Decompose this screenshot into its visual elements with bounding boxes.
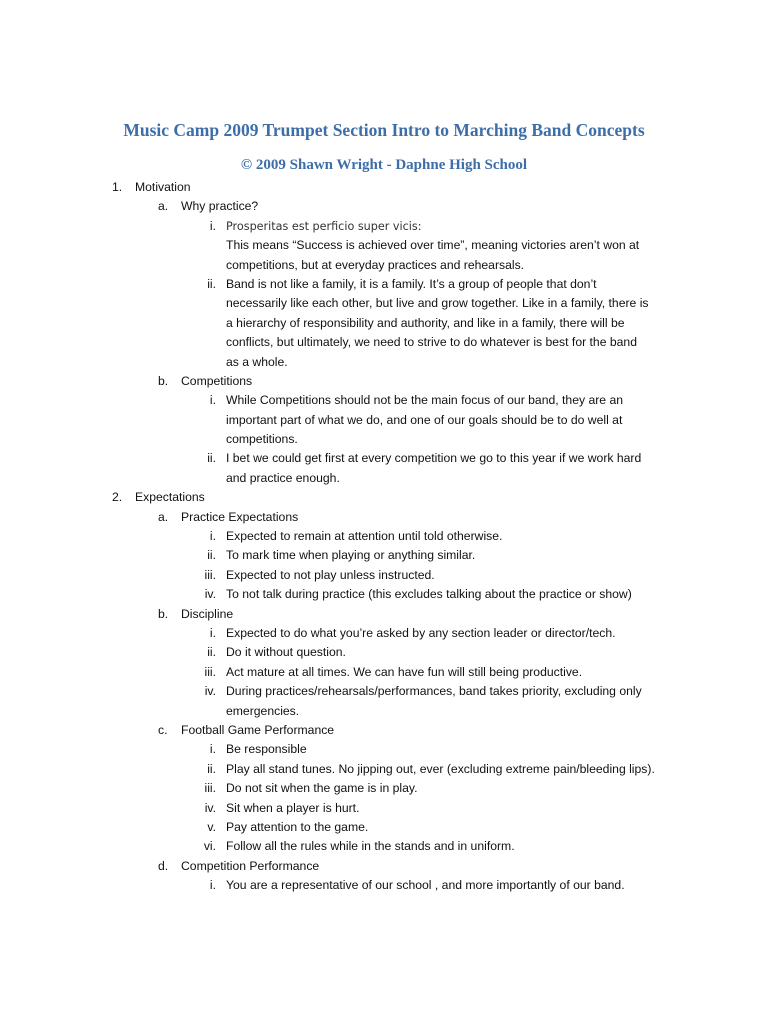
list-item	[0, 508, 768, 527]
list-item-text: competitions, but at everyday practices and rehearsals.	[226, 257, 525, 272]
list-item	[0, 605, 768, 624]
list-item-continuation	[0, 353, 768, 372]
list-marker: ii.	[207, 761, 216, 776]
list-marker: ii.	[207, 451, 216, 466]
list-item-continuation	[0, 256, 768, 275]
list-item	[0, 449, 768, 468]
list-marker: ii.	[207, 276, 216, 291]
list-item-continuation	[0, 469, 768, 488]
list-item-text: Sit when a player is hurt.	[226, 800, 360, 815]
list-item-text: emergencies.	[226, 703, 300, 718]
list-item	[0, 818, 768, 837]
list-item	[0, 643, 768, 662]
list-item-text: You are a representative of our school , and more importantly of our band.	[226, 878, 625, 893]
list-marker: iii.	[204, 567, 216, 582]
list-item	[0, 217, 768, 236]
list-marker: i.	[209, 878, 216, 893]
list-item	[0, 197, 768, 216]
list-item-text: Competitions	[181, 373, 253, 388]
list-item-continuation	[0, 294, 768, 313]
list-item-text: important part of what we do, and one of our goals should be to do well at	[226, 412, 623, 427]
list-marker: ii.	[207, 548, 216, 563]
list-item-text: Football Game Performance	[181, 722, 335, 737]
list-item	[0, 799, 768, 818]
list-item-text: conflicts, but ultimately, we need to strive to do whatever is best for the band	[226, 335, 637, 350]
list-item-continuation	[0, 236, 768, 255]
list-marker: v.	[207, 819, 216, 834]
document-title: Music Camp 2009 Trumpet Section Intro to Marching Band Concepts	[123, 120, 645, 140]
list-item-text: a hierarchy of responsibility and authority, and like in a family, there will be	[226, 315, 625, 330]
list-marker: 1.	[112, 180, 123, 194]
list-item-text: During practices/rehearsals/performances, band takes priority, excluding only	[226, 684, 642, 699]
list-item-text: Band is not like a family, it is a family. It’s a group of people that don’t	[226, 276, 597, 291]
list-marker: i.	[209, 625, 216, 640]
list-item	[0, 876, 768, 895]
list-item-text: Play all stand tunes. No jipping out, ever (excluding extreme pain/bleeding lips).	[226, 761, 655, 776]
list-marker: i.	[209, 218, 216, 233]
list-item-continuation	[0, 430, 768, 449]
list-item-text: Prosperitas est perficio super vicis:	[226, 219, 422, 233]
list-item	[0, 721, 768, 740]
list-item-continuation	[0, 333, 768, 352]
list-marker: iii.	[204, 664, 216, 679]
list-item-text: Expectations	[135, 490, 205, 505]
list-item-text: To mark time when playing or anything similar.	[226, 548, 476, 563]
list-item-text: Why practice?	[181, 199, 259, 214]
list-item	[0, 663, 768, 682]
list-marker: iii.	[204, 781, 216, 796]
list-item-text: and practice enough.	[226, 470, 340, 485]
list-item-text: Be responsible	[226, 742, 307, 757]
list-item	[0, 624, 768, 643]
list-item-text: Motivation	[135, 180, 191, 194]
list-item	[0, 527, 768, 546]
list-item-text: Practice Expectations	[181, 509, 299, 524]
list-marker: a.	[158, 509, 169, 524]
list-item	[0, 682, 768, 701]
list-item	[0, 372, 768, 391]
list-item-text: Follow all the rules while in the stands and in uniform.	[226, 839, 515, 854]
list-item-continuation	[0, 411, 768, 430]
list-item-text: Expected to remain at attention until told otherwise.	[226, 529, 503, 544]
list-marker: 2.	[112, 490, 123, 505]
list-item	[0, 760, 768, 779]
list-item	[0, 488, 768, 507]
list-marker: iv.	[204, 587, 216, 602]
list-item-continuation	[0, 702, 768, 721]
list-marker: i.	[209, 742, 216, 757]
list-marker: iv.	[204, 684, 216, 699]
list-marker: vi.	[203, 839, 216, 854]
list-item	[0, 546, 768, 565]
list-marker: a.	[158, 199, 169, 214]
list-marker: ii.	[207, 645, 216, 660]
list-item-text: Competition Performance	[181, 858, 320, 873]
list-marker: b.	[158, 606, 169, 621]
list-marker: iv.	[204, 800, 216, 815]
list-marker: b.	[158, 373, 169, 388]
list-item	[0, 178, 768, 197]
list-item-text: I bet we could get first at every competition we go to this year if we work hard	[226, 451, 642, 466]
document-subtitle: © 2009 Shawn Wright - Daphne High School	[240, 157, 528, 173]
list-item-text: This means “Success is achieved over time”, meaning victories aren’t won at	[226, 238, 640, 253]
list-marker: i.	[209, 393, 216, 408]
list-item-text: Do it without question.	[226, 645, 346, 660]
list-item	[0, 857, 768, 876]
list-item-text: Pay attention to the game.	[226, 819, 369, 834]
list-item-text: While Competitions should not be the main focus of our band, they are an	[226, 393, 624, 408]
list-item-text: Act mature at all times. We can have fun will still being productive.	[226, 664, 583, 679]
list-item	[0, 585, 768, 604]
list-item-text: Do not sit when the game is in play.	[226, 781, 418, 796]
list-item	[0, 391, 768, 410]
list-item	[0, 566, 768, 585]
list-item-continuation	[0, 314, 768, 333]
list-item	[0, 275, 768, 294]
list-item-text: as a whole.	[226, 354, 288, 369]
list-item-text: Discipline	[181, 606, 234, 621]
list-item-text: Expected to do what you’re asked by any section leader or director/tech.	[226, 625, 616, 640]
list-marker: i.	[209, 529, 216, 544]
list-item	[0, 740, 768, 759]
list-item-text: To not talk during practice (this excludes talking about the practice or show)	[226, 587, 632, 602]
list-marker: d.	[158, 858, 169, 873]
list-item	[0, 779, 768, 798]
list-item-text: competitions.	[226, 432, 298, 447]
list-item	[0, 837, 768, 856]
list-marker: c.	[158, 722, 168, 737]
list-item-text: Expected to not play unless instructed.	[226, 567, 435, 582]
outline-list	[0, 178, 768, 895]
list-item-text: necessarily like each other, but live and grow together. Like in a family, there is	[226, 296, 649, 311]
